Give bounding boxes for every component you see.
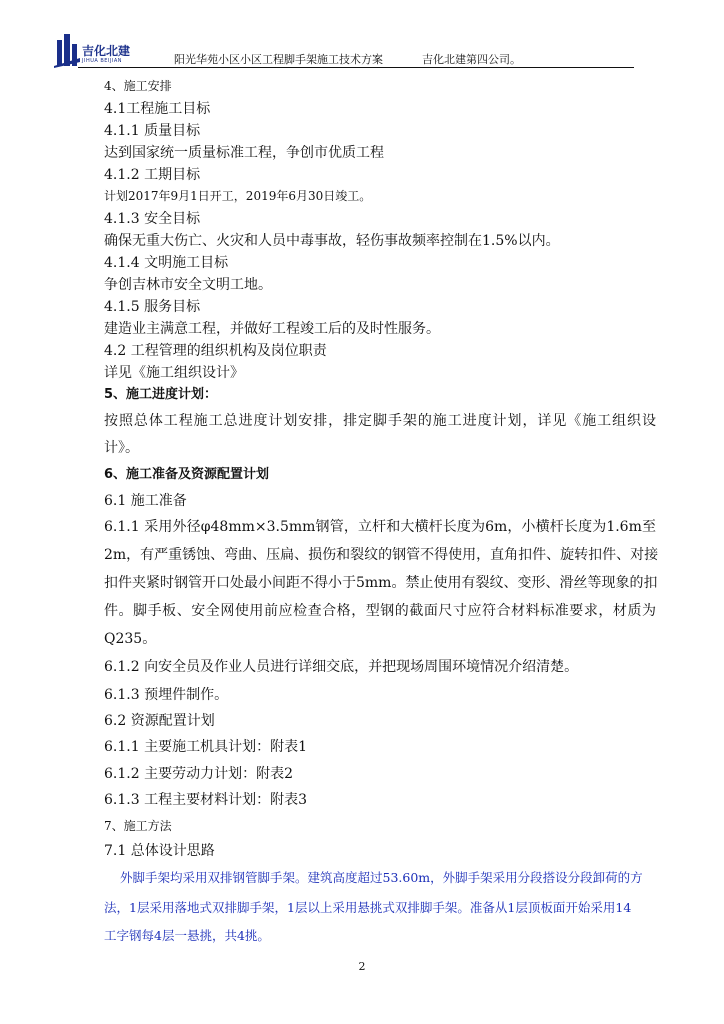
paragraph-line: 扣件夹紧时钢管开口处最小间距不得小于5mm。禁止使用有裂纹、变形、滑丝等现象的扣 (104, 575, 658, 591)
paragraph-line: 6.1.3 工程主要材料计划：附表3 (104, 792, 307, 808)
section-heading: 6、施工准备及资源配置计划 (104, 467, 270, 482)
paragraph-line: 2m，有严重锈蚀、弯曲、压扁、损伤和裂纹的钢管不得使用，直角扣件、旋转扣件、对接 (104, 547, 659, 563)
paragraph-line: 争创吉林市安全文明工地。 (104, 277, 272, 293)
item-heading: 4.1.1 质量目标 (104, 123, 201, 139)
paragraph-line: 达到国家统一质量标准工程，争创市优质工程 (104, 145, 384, 161)
section-heading: 4、施工安排 (104, 79, 172, 93)
subsection-heading: 6.2 资源配置计划 (104, 713, 215, 729)
subsection-heading: 4.2 工程管理的组织机构及岗位职责 (104, 343, 327, 359)
paragraph-line: 建造业主满意工程，并做好工程竣工后的及时性服务。 (104, 321, 440, 337)
paragraph-line: 确保无重大伤亡、火灾和人员中毒事故，轻伤事故频率控制在1.5%以内。 (104, 233, 560, 249)
subsection-heading: 7.1 总体设计思路 (104, 843, 215, 859)
header-document-title: 阳光华苑小区小区工程脚手架施工技术方案 (174, 53, 383, 66)
paragraph-line: 6.1.2 主要劳动力计划：附表2 (104, 766, 293, 782)
item-heading: 4.1.3 安全目标 (104, 211, 201, 227)
logo-text: 吉化北建 (82, 44, 131, 58)
item-heading: 4.1.2 工期目标 (104, 167, 201, 183)
paragraph-line: 按照总体工程施工总进度计划安排，排定脚手架的施工进度计划，详见《施工组织设 (104, 413, 656, 429)
paragraph-line: 6.1.2 向安全员及作业人员进行详细交底，并把现场周围环境情况介绍清楚。 (104, 659, 579, 675)
paragraph-line: 工字钢每4层一悬挑，共4挑。 (104, 928, 270, 943)
item-heading: 4.1.5 服务目标 (104, 299, 201, 315)
subsection-heading: 6.1 施工准备 (104, 493, 187, 509)
company-logo (52, 32, 172, 68)
paragraph-line: 6.1.1 主要施工机具计划：附表1 (104, 739, 307, 755)
paragraph-line: Q235。 (104, 631, 157, 647)
paragraph-line: 计》。 (104, 440, 139, 456)
section-heading: 5、施工进度计划： (104, 387, 218, 402)
section-heading: 7、施工方法 (104, 819, 172, 833)
paragraph-line: 6.1.1 采用外径φ48mm×3.5mm钢管，立杆和大横杆长度为6m，小横杆长度为1.6m至 (104, 519, 656, 535)
header-divider (78, 67, 634, 68)
header-company-name: 吉化北建第四公司。 (422, 53, 521, 66)
item-heading: 4.1.4 文明施工目标 (104, 255, 229, 271)
paragraph-line: 件。脚手板、安全网使用前应检查合格，型钢的截面尺寸应符合材料标准要求，材质为 (104, 603, 656, 619)
subsection-heading: 4.1工程施工目标 (104, 101, 211, 117)
paragraph-line: 法，1层采用落地式双排脚手架，1层以上采用悬挑式双排脚手架。准备从1层顶板面开始采用14 (104, 900, 632, 915)
paragraph-line: 6.1.3 预埋件制作。 (104, 687, 229, 703)
building-logo-icon (54, 32, 82, 68)
page-header (52, 30, 634, 70)
paragraph-line: 详见《施工组织设计》 (104, 365, 244, 381)
paragraph-line: 外脚手架均采用双排钢管脚手架。建筑高度超过53.60m，外脚手架采用分段搭设分段卸荷的方 (120, 870, 643, 885)
logo-subtext: JIHUA BEIJIAN (82, 58, 123, 64)
paragraph-line: 计划2017年9月1日开工，2019年6月30日竣工。 (104, 189, 372, 203)
page-number: 2 (358, 960, 366, 973)
